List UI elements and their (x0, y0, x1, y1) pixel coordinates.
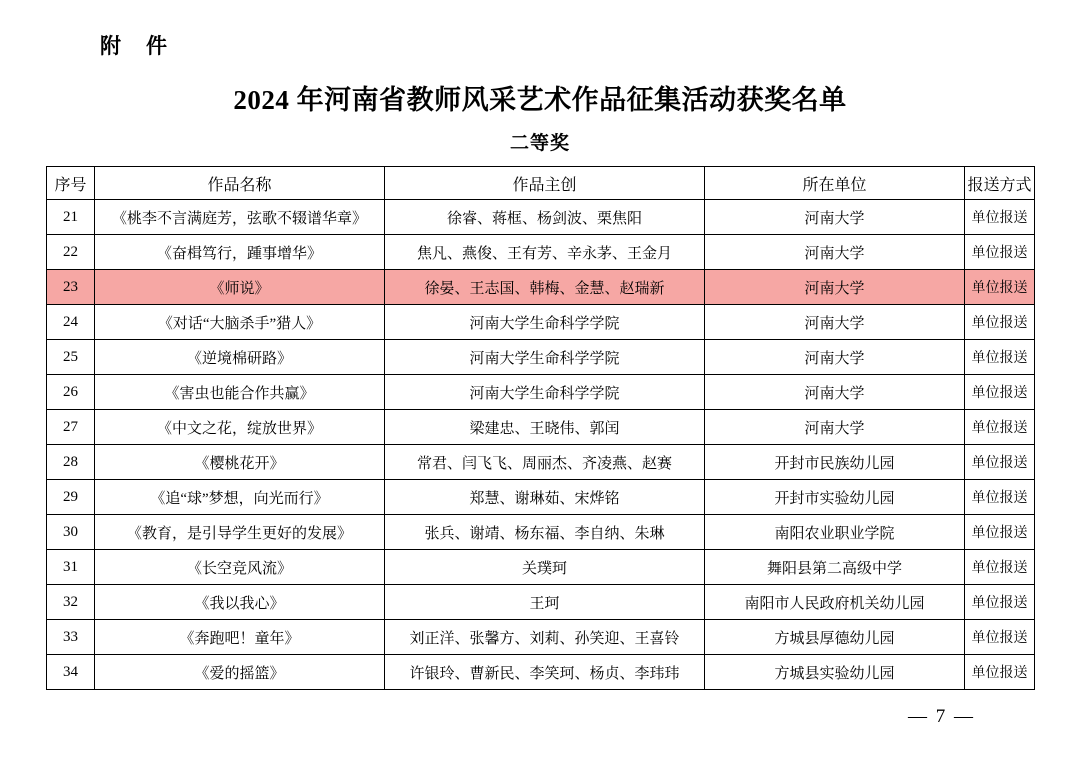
cell-creator: 河南大学生命科学学院 (385, 340, 705, 375)
cell-unit: 河南大学 (705, 375, 965, 410)
table-row (47, 445, 1035, 480)
cell-no: 31 (47, 550, 95, 585)
table-row (47, 375, 1035, 410)
cell-method: 单位报送 (965, 410, 1035, 445)
cell-no: 21 (47, 200, 95, 235)
cell-no: 26 (47, 375, 95, 410)
table-row (47, 515, 1035, 550)
cell-no: 30 (47, 515, 95, 550)
cell-method: 单位报送 (965, 585, 1035, 620)
cell-work: 《奋楫笃行，踵事增华》 (95, 235, 385, 270)
cell-work: 《教育，是引导学生更好的发展》 (95, 515, 385, 550)
cell-work: 《害虫也能合作共赢》 (95, 375, 385, 410)
cell-method: 单位报送 (965, 375, 1035, 410)
attachment-label: 附 件 (100, 34, 169, 58)
cell-creator: 常君、闫飞飞、周丽杰、齐凌燕、赵赛 (385, 445, 705, 480)
table-row (47, 270, 1035, 305)
column-header-creator: 作品主创 (385, 167, 705, 200)
table-row (47, 305, 1035, 340)
cell-work: 《我以我心》 (95, 585, 385, 620)
column-header-no: 序号 (47, 167, 95, 200)
cell-no: 29 (47, 480, 95, 515)
table-row (47, 655, 1035, 690)
cell-no: 24 (47, 305, 95, 340)
cell-method: 单位报送 (965, 620, 1035, 655)
page-number: — 7 — (908, 706, 975, 727)
cell-unit: 舞阳县第二高级中学 (705, 550, 965, 585)
cell-unit: 南阳农业职业学院 (705, 515, 965, 550)
cell-no: 34 (47, 655, 95, 690)
cell-method: 单位报送 (965, 445, 1035, 480)
cell-unit: 南阳市人民政府机关幼儿园 (705, 585, 965, 620)
cell-method: 单位报送 (965, 515, 1035, 550)
table-row (47, 410, 1035, 445)
table-body (47, 200, 1035, 690)
cell-work: 《中文之花，绽放世界》 (95, 410, 385, 445)
cell-unit: 方城县厚德幼儿园 (705, 620, 965, 655)
cell-work: 《长空竞风流》 (95, 550, 385, 585)
cell-creator: 关璞珂 (385, 550, 705, 585)
table-row (47, 620, 1035, 655)
cell-unit: 河南大学 (705, 340, 965, 375)
award-level-subtitle: 二等奖 (509, 133, 570, 154)
cell-method: 单位报送 (965, 550, 1035, 585)
cell-method: 单位报送 (965, 200, 1035, 235)
cell-work: 《逆境棉研路》 (95, 340, 385, 375)
award-table (46, 166, 1035, 690)
table-row (47, 235, 1035, 270)
cell-method: 单位报送 (965, 655, 1035, 690)
cell-work: 《追“球”梦想，向光而行》 (95, 480, 385, 515)
column-header-method: 报送方式 (965, 167, 1035, 200)
column-header-unit: 所在单位 (705, 167, 965, 200)
cell-no: 33 (47, 620, 95, 655)
cell-creator: 张兵、谢靖、杨东福、李自纳、朱琳 (385, 515, 705, 550)
table-row (47, 585, 1035, 620)
cell-method: 单位报送 (965, 340, 1035, 375)
cell-creator: 梁建忠、王晓伟、郭闰 (385, 410, 705, 445)
cell-unit: 河南大学 (705, 410, 965, 445)
cell-unit: 河南大学 (705, 235, 965, 270)
cell-unit: 河南大学 (705, 200, 965, 235)
cell-method: 单位报送 (965, 305, 1035, 340)
table-row (47, 480, 1035, 515)
cell-unit: 开封市民族幼儿园 (705, 445, 965, 480)
cell-no: 23 (47, 270, 95, 305)
column-header-work: 作品名称 (95, 167, 385, 200)
cell-creator: 许银玲、曹新民、李笑珂、杨贞、李玮玮 (385, 655, 705, 690)
cell-creator: 王珂 (385, 585, 705, 620)
cell-method: 单位报送 (965, 480, 1035, 515)
cell-method: 单位报送 (965, 235, 1035, 270)
cell-unit: 河南大学 (705, 305, 965, 340)
cell-no: 27 (47, 410, 95, 445)
cell-unit: 开封市实验幼儿园 (705, 480, 965, 515)
table-row (47, 340, 1035, 375)
page-title: 2024 年河南省教师风采艺术作品征集活动获奖名单 (233, 85, 847, 115)
cell-no: 32 (47, 585, 95, 620)
cell-creator: 河南大学生命科学学院 (385, 375, 705, 410)
cell-creator: 焦凡、燕俊、王有芳、辛永茅、王金月 (385, 235, 705, 270)
cell-no: 28 (47, 445, 95, 480)
cell-creator: 徐晏、王志国、韩梅、金慧、赵瑞新 (385, 270, 705, 305)
cell-work: 《奔跑吧！童年》 (95, 620, 385, 655)
cell-creator: 徐睿、蒋框、杨剑波、栗焦阳 (385, 200, 705, 235)
cell-creator: 刘正洋、张馨方、刘莉、孙笑迎、王喜铃 (385, 620, 705, 655)
cell-method: 单位报送 (965, 270, 1035, 305)
cell-work: 《爱的摇篮》 (95, 655, 385, 690)
cell-work: 《对话“大脑杀手”猎人》 (95, 305, 385, 340)
cell-work: 《桃李不言满庭芳，弦歌不辍谱华章》 (95, 200, 385, 235)
cell-unit: 河南大学 (705, 270, 965, 305)
cell-no: 22 (47, 235, 95, 270)
cell-work: 《师说》 (95, 270, 385, 305)
cell-work: 《樱桃花开》 (95, 445, 385, 480)
table-header (47, 167, 1035, 200)
table-row (47, 200, 1035, 235)
cell-no: 25 (47, 340, 95, 375)
table-header-row (47, 167, 1035, 200)
cell-creator: 河南大学生命科学学院 (385, 305, 705, 340)
cell-creator: 郑慧、谢琳茹、宋烨铭 (385, 480, 705, 515)
cell-unit: 方城县实验幼儿园 (705, 655, 965, 690)
table-row (47, 550, 1035, 585)
